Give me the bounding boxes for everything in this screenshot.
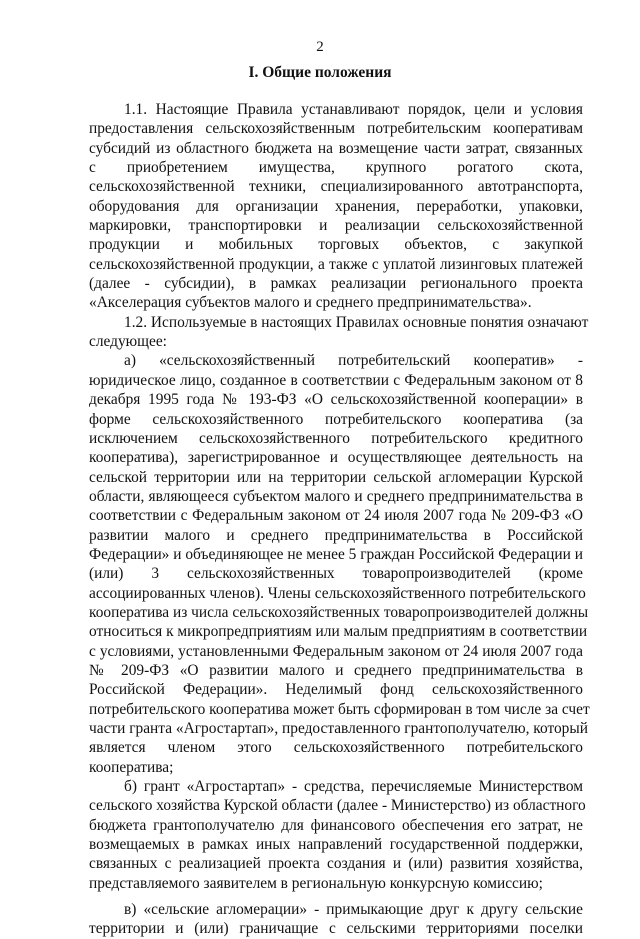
paragraph-line: следующее:: [89, 333, 167, 351]
paragraph-line: сельской территории или на территории сельской агломерации Курской: [89, 468, 583, 486]
paragraph-line: сельскохозяйственной продукции, а также с уплатой лизинговых платежей: [89, 255, 583, 273]
paragraph-line: возмещаемых в рамках иных направлений государственной поддержки,: [89, 836, 583, 854]
paragraph-line: сельского хозяйства Курской области (далее - Министерство) из областного: [89, 797, 586, 815]
paragraph-line: связанных с реализацией проекта создания и (или) развития хозяйства,: [89, 855, 583, 873]
paragraph-line: маркировки, транспортировки и реализации сельскохозяйственной: [89, 217, 583, 235]
paragraph-line: представляемого заявителем в региональную конкурсную комиссию;: [89, 874, 543, 892]
paragraph-line: сельскохозяйственной техники, специализированного автотранспорта,: [89, 178, 583, 196]
page-number: 2: [316, 39, 324, 55]
paragraph-line: б) грант «Агростартап» - средства, перечисляемые Министерством: [124, 778, 583, 796]
paragraph-line: оборудования для организации хранения, переработки, упаковки,: [89, 197, 583, 215]
paragraph-line: потребительского кооператива может быть сформирован в том числе за счет: [89, 700, 590, 718]
paragraph-line: декабря 1995 года № 193-ФЗ «О сельскохозяйственной кооперации» в: [89, 391, 583, 409]
paragraph-line: предоставления сельскохозяйственным потребительским кооперативам: [89, 120, 583, 138]
paragraph-line: Федерации» и объединяющее не менее 5 граждан Российской Федерации и: [89, 545, 583, 563]
paragraph-line: соответствии с Федеральным законом от 24 июля 2007 года № 209-ФЗ «О: [89, 507, 583, 525]
paragraph-line: части гранта «Агростартап», предоставленного грантополучателю, который: [89, 720, 588, 737]
paragraph-line: форме сельскохозяйственного потребительского кооператива (за: [89, 410, 583, 428]
paragraph-line: области, являющееся субъектом малого и среднего предпринимательства в: [89, 487, 583, 505]
paragraph-line: а) «сельскохозяйственный потребительский кооператив» -: [124, 352, 583, 370]
paragraph-line: в) «сельские агломерации» - примыкающие друг к другу сельские: [124, 901, 583, 919]
paragraph-line: (далее - субсидии), в рамках реализации регионального проекта: [89, 275, 583, 293]
section-heading: I. Общие положения: [248, 64, 392, 81]
paragraph-line: территории и (или) граничащие с сельскими территориями поселки: [89, 920, 583, 938]
paragraph-line: ассоциированных членов). Члены сельскохозяйственного потребительского: [89, 584, 586, 602]
paragraph-line: Российской Федерации». Неделимый фонд сельскохозяйственного: [89, 681, 583, 699]
paragraph-line: кооператива из числа сельскохозяйственных товаропроизводителей должны: [89, 603, 589, 621]
paragraph-line: с приобретением имущества, крупного рогатого скота,: [89, 159, 583, 177]
paragraph-line: исключением сельскохозяйственного потребительского кредитного: [89, 429, 583, 447]
paragraph-line: субсидий из областного бюджета на возмещение части затрат, связанных: [89, 139, 583, 157]
paragraph-line: с условиями, установленными Федеральным законом от 24 июля 2007 года: [89, 642, 583, 660]
paragraph-line: (или) 3 сельскохозяйственных товаропроизводителей (кроме: [89, 565, 583, 583]
paragraph-line: кооператива;: [89, 758, 174, 776]
paragraph-line: продукции и мобильных торговых объектов, с закупкой: [89, 236, 583, 254]
paragraph-line: кооператива), зарегистрированное и осуществляющее деятельность на: [89, 449, 583, 467]
paragraph-line: «Акселерация субъектов малого и среднего предпринимательства».: [89, 294, 532, 312]
paragraph-line: 1.2. Используемые в настоящих Правилах основные понятия означают: [124, 313, 589, 331]
paragraph-line: бюджета грантополучателю для финансового обеспечения его затрат, не: [89, 816, 583, 834]
paragraph-line: является членом этого сельскохозяйственного потребительского: [89, 739, 583, 757]
paragraph-line: развитии малого и среднего предпринимательства в Российской: [89, 526, 583, 544]
paragraph-line: № 209-ФЗ «О развитии малого и среднего предпринимательства в: [89, 661, 583, 679]
paragraph-line: относиться к микропредприятиям или малым предприятиям в соответствии: [89, 623, 588, 641]
paragraph-line: юридическое лицо, созданное в соответствии с Федеральным законом от 8: [89, 371, 583, 389]
document-body: [89, 100, 590, 939]
paragraph-line: 1.1. Настоящие Правила устанавливают порядок, цели и условия: [124, 101, 583, 118]
